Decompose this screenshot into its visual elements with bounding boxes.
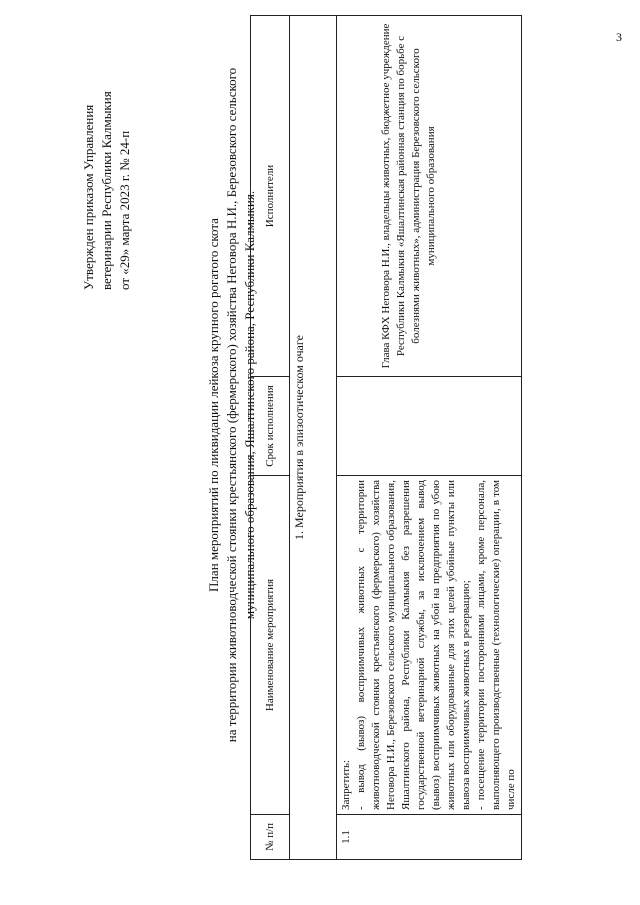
measures-table — [250, 15, 522, 860]
header-term: Срок исполнения — [251, 377, 290, 476]
header-executors: Исполнители — [251, 16, 290, 377]
row-measure-text: Запретить: - вывод (вывоз) восприимчивых животных с территории животноводческой стоянки крестьянского (фермерского) хозяйства Неговора Н.И., Березовского сельского муниципального образования, Яшалтинского района, Республики Калмыкия без разрешения государственной ветеринарной службы, за исключением вывод (вывоз) восприимчивых животных на убой на предприятия по убою животных или оборудованные для этих целей убойные пункты или вывоза восприимчивых животных в резервацию; - посещение территории посторонними лицами, кроме персонала, выполняющего производственные (технологические) операции, в том числе по — [340, 480, 517, 810]
row-number: 1.1 — [337, 815, 522, 860]
row-executors-text: Глава КФХ Неговора Н.И., владельцы животных, бюджетное учреждение Республики Калмыкия «Яшалтинская районная станция по борьбе с болезнями животных», администрация Березовского сельского муниципального образования — [380, 23, 437, 369]
approval-line: ветеринарии Республики Калмыкия — [99, 91, 114, 290]
row-executors — [337, 16, 522, 377]
header-measure: Наименование мероприятия — [251, 476, 290, 815]
table-header-row — [251, 16, 290, 860]
table-row — [337, 16, 522, 860]
approval-line: Утвержден приказом Управления — [81, 104, 96, 290]
section-title: 1. Мероприятия в эпизоотическом очаге — [290, 16, 337, 860]
title-line: на территории животноводческой стоянки крестьянского (фермерского) хозяйства Неговора Н.И., Березовского сельского — [224, 67, 239, 743]
approval-stamp — [80, 50, 134, 290]
section-row — [290, 16, 337, 860]
row-term — [337, 377, 522, 476]
title-line: План мероприятий по ликвидации лейкоза крупного рогатого скота — [206, 218, 221, 592]
page-number: 3 — [616, 30, 622, 44]
header-num: № п/п — [251, 815, 290, 860]
row-measure — [337, 476, 522, 815]
approval-date-line: от «29» марта 2023 г. № 24-п — [117, 130, 132, 290]
title-line: муниципального образования, Яшалтинского района, Республики Калмыкия. — [242, 190, 257, 620]
